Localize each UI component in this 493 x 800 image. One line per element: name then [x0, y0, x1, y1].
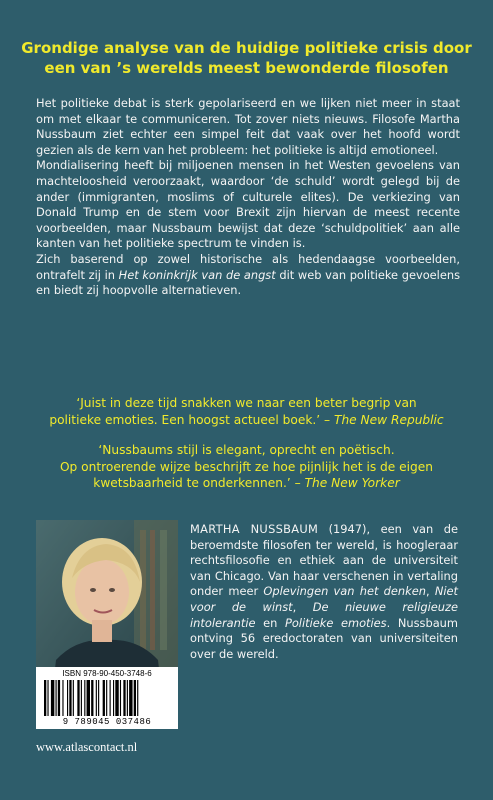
tagline-headline	[12, 38, 481, 78]
review-quote-2	[20, 442, 473, 492]
book-title: Het koninkrijk van de angst	[118, 267, 276, 282]
isbn-label: ISBN 978-90-450-3748-6	[62, 669, 152, 678]
publisher-website: www.atlascontact.nl	[36, 740, 138, 754]
barcode-panel	[36, 667, 178, 729]
bio-book-4: Politieke emoties	[284, 615, 387, 630]
bio-text-1: (1947), een van de beroemdste filosofen ter wereld, is hoogleraar rechtsfilosofie en ethiek aan de universiteit van Chicago. Van haar verschenen in vertaling onder meer	[190, 522, 458, 599]
bio-book-3: De nieuwe religieuze intolerantie	[190, 599, 458, 630]
bio-sep-1: ,	[425, 584, 435, 599]
tagline-line-2: een van ’s werelds meest bewonderde filosofen	[44, 59, 449, 77]
ean-number: 9 789045 037486	[62, 717, 152, 727]
quote-2-line-3: kwetsbaarheid te onderkennen.’ –	[93, 476, 305, 490]
bio-sep-3: en	[255, 615, 285, 630]
quote-1-line-1: ‘Juist in deze tijd snakken we naar een beter begrip van	[76, 396, 417, 410]
author-bio	[190, 522, 458, 662]
bio-book-1: Oplevingen van het denken	[263, 584, 426, 599]
quote-1-source: The New Republic	[334, 412, 444, 427]
quote-2-line-2: Op ontroerende wijze beschrijft ze hoe pijnlijk het is de eigen	[59, 459, 434, 474]
blurb-p3-start: Zich baserend op zowel historische als hedendaagse voorbeelden, ontrafelt zij in	[36, 251, 460, 282]
blurb-paragraph-1: Het politieke debat is sterk gepolariseerd en we lijken niet meer in staat om met elkaar te communiceren. Tot zover niets nieuws. Filosofe Martha Nussbaum ziet echter een simpel feit dat vaak over het hoofd wordt gezien als de kern van het probleem: het politieke is altijd emotioneel.	[36, 96, 460, 157]
author-name: MARTHA NUSSBAUM	[190, 522, 319, 536]
quote-2-line-1: ‘Nussbaums stijl is elegant, oprecht en poëtisch.	[98, 443, 395, 457]
quote-1-line-2: politieke emoties. Een hoogst actueel boek.’ –	[49, 412, 334, 427]
blurb-body	[36, 96, 460, 299]
blurb-paragraph-2: Mondialisering heeft bij miljoenen mensen in het Westen gevoelens van machteloosheid veroorzaakt, waardoor ‘de schuld’ wordt gelegd bij de ander (immigranten, moslims of culturele elites). De verkiezing van Donald Trump en de stem voor Brexit zijn hiervan de meest recente voorbeelden, maar Nussbaum bewijst dat deze ‘schuldpolitiek’ aan alle kanten van het politieke spectrum te vinden is.	[36, 158, 460, 251]
tagline-line-1: Grondige analyse van de huidige politieke crisis door	[21, 39, 472, 57]
blurb-p3-end: dit web van politieke gevoelens en biedt zij hoopvolle alternatieven.	[36, 267, 460, 298]
barcode-icon	[44, 680, 170, 716]
quote-2-source: The New Yorker	[304, 476, 400, 490]
bio-sep-2: ,	[292, 599, 313, 614]
review-quote-1	[20, 395, 473, 428]
bio-text-2: . Nussbaum ontving 56 eredoctoraten van universiteiten over de wereld.	[190, 615, 458, 661]
blurb-paragraph-3	[36, 252, 460, 299]
bio-book-2: Niet voor de winst	[190, 584, 458, 614]
